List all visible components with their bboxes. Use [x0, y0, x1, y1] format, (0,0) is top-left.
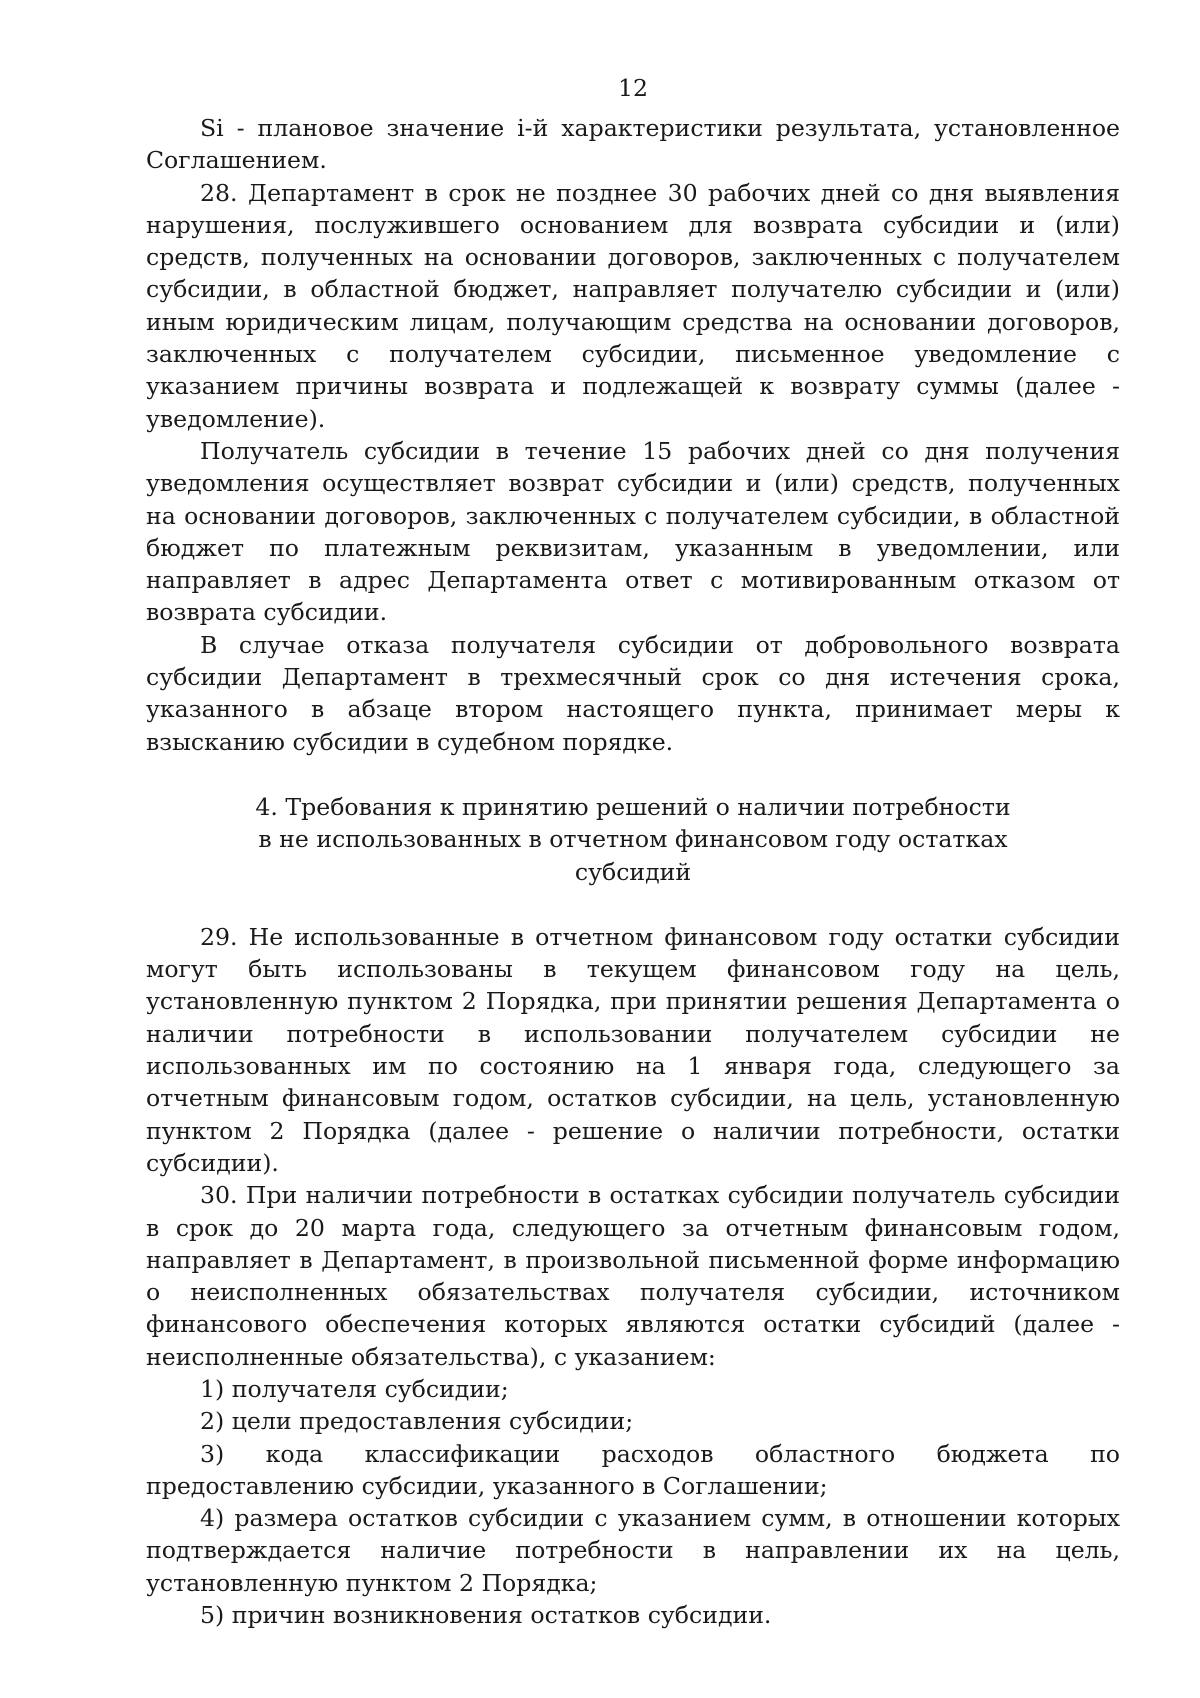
paragraph-si-definition: Si - плановое значение i-й характеристики результата, установленное Соглашением. [146, 114, 1120, 175]
page-number: 12 [617, 74, 649, 102]
paragraph-item-28-refusal: В случае отказа получателя субсидии от добровольного возврата субсидии Департамент в трехмесячный срок со дня истечения срока, указанного в абзаце втором настоящего пункта, принимает меры к взысканию субсидии в судебном порядке. [146, 630, 1120, 756]
list-item: 1) получателя субсидии; [200, 1374, 509, 1403]
paragraph-item-30: 30. При наличии потребности в остатках субсидии получатель субсидии в срок до 20 марта года, следующего за отчетным финансовым годом, направляет в Департамент, в произвольной письменной форме информацию о неисполненных обязательствах получателя субсидии, источником финансового обеспечения которых являются остатки субсидий (далее - неисполненные обязательства), с указанием: [146, 1181, 1120, 1371]
section-heading-line: в не использованных в отчетном финансовом году остатках [258, 825, 1008, 854]
paragraph-item-29: 29. Не использованные в отчетном финансовом году остатки субсидии могут быть использованы в текущем финансовом году на цель, установленную пунктом 2 Порядка, при принятии решения Департамента о наличии потребности в использовании получателем субсидии не использованных им по состоянию на 1 января года, следующего за отчетным финансовым годом, остатков субсидии, на цель, установленную пунктом 2 Порядка (далее - решение о наличии потребности, остатки субсидии). [146, 922, 1120, 1177]
list-item: 3) кода классификации расходов областного бюджета по предоставлению субсидии, указанного в Соглашении; [146, 1439, 1120, 1500]
paragraph-item-28: 28. Департамент в срок не позднее 30 рабочих дней со дня выявления нарушения, послужившего основанием для возврата субсидии и (или) средств, полученных на основании договоров, заключенных с получателем субсидии, в областной бюджет, направляет получателю субсидии и (или) иным юридическим лицам, получающим средства на основании договоров, заключенных с получателем субсидии, письменное уведомление с указанием причины возврата и подлежащей к возврату суммы (далее - уведомление). [146, 178, 1120, 433]
list-item: 2) цели предоставления субсидии; [200, 1407, 634, 1436]
section-heading [146, 791, 1120, 888]
list-item: 5) причин возникновения остатков субсидии. [200, 1601, 772, 1630]
section-heading-line: 4. Требования к принятию решений о наличии потребности [255, 792, 1011, 821]
list-item: 4) размера остатков субсидии с указанием сумм, в отношении которых подтверждается наличие потребности в направлении их на цель, установленную пунктом 2 Порядка; [146, 1504, 1120, 1597]
paragraph-item-28-return: Получатель субсидии в течение 15 рабочих дней со дня получения уведомления осуществляет возврат субсидии и (или) средств, полученных на основании договоров, заключенных с получателем субсидии, в областной бюджет по платежным реквизитам, указанным в уведомлении, или направляет в адрес Департамента ответ с мотивированным отказом от возврата субсидии. [146, 436, 1120, 627]
document-page [146, 72, 1120, 1631]
section-heading-line: субсидий [574, 857, 692, 886]
